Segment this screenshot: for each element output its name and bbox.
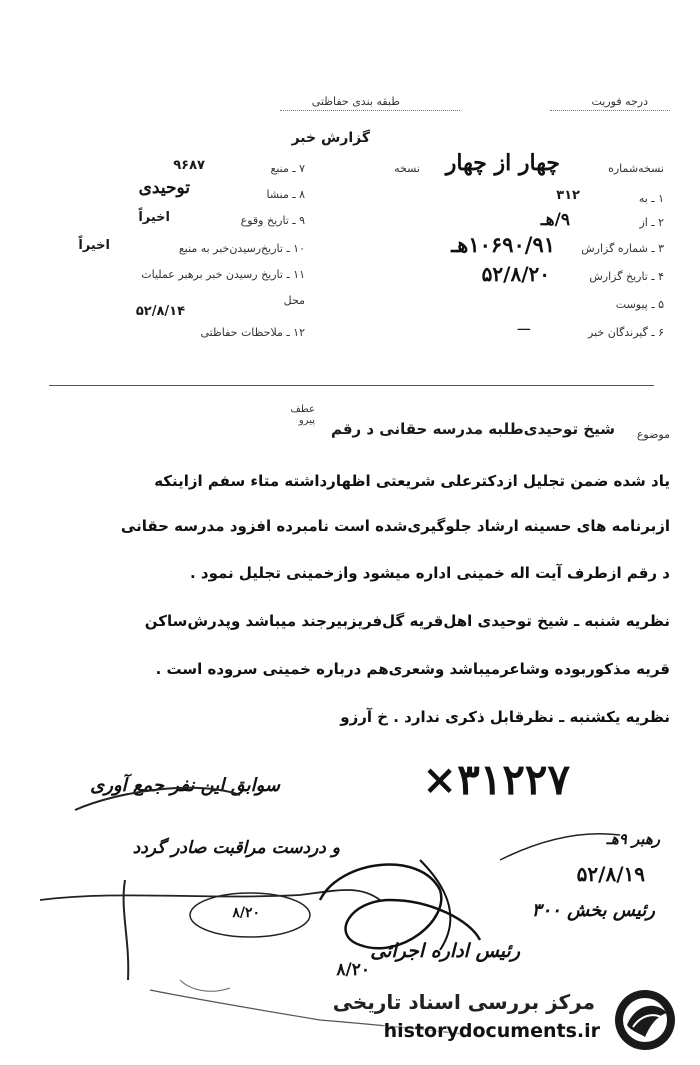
field-origin-value: توحیدی (138, 178, 190, 198)
field-location-value: ۵۲/۸/۱۴ (135, 304, 185, 319)
archive-number: ۳۱۲۲۷× (422, 755, 570, 804)
watermark-logo-icon (605, 985, 683, 1055)
field-source-label: ۷ ـ منبع (270, 162, 305, 175)
field-attachment-label: ۵ ـ پیوست (615, 298, 664, 311)
field-recipients-value: ـــ (517, 318, 530, 334)
copy-suffix: نسخه (394, 162, 420, 175)
handwritten-dept-head: رئیس بخش ۳۰۰ (531, 900, 655, 921)
watermark-title: مرکز بررسی اسناد تاریخی (332, 990, 595, 1014)
body-line: نظریه یکشنبه ـ نظرقابل ذکری ندارد . خ آرزو (340, 708, 670, 726)
handwritten-note-line1: سوابق این نفر جمع آوری (90, 775, 280, 796)
copy-number-label: نسخه‌شماره (608, 162, 664, 175)
classification-dotted-line (280, 110, 460, 111)
field-location-label: محل (283, 294, 305, 307)
header-divider (49, 385, 654, 386)
field-recipients-label: ۶ ـ گیرندگان خبر (588, 326, 664, 339)
field-source-receipt-label: ۱۰ ـ تاریخ‌رسیدن‌خبر به منبع (178, 242, 305, 255)
field-source-value: ۹۶۸۷ (173, 158, 205, 173)
handwritten-mark-1: ۸/۲۰ (232, 905, 260, 921)
field-occurrence-date-value: اخیراً (138, 210, 170, 225)
handwritten-rahbar: رهبر ۹هـ (606, 830, 660, 848)
body-line: نظریه شنبه ـ شیخ توحیدی اهل‌قریه گل‌فریزبیرجند میباشد وپدرش‌ساکن (144, 612, 670, 630)
copy-number-handwritten: چهار از چهار (445, 150, 560, 176)
subject-insert-note: عطف پیرو (290, 404, 315, 426)
handwritten-date: ۵۲/۸/۱۹ (576, 862, 645, 886)
field-to-value: ۳۱۲ (556, 188, 580, 203)
body-line: یاد شده ضمن تجلیل ازدکترعلی شریعتی اظهارداشته متاء سفم ازاینکه (154, 472, 670, 490)
body-line: د رقم ازطرف آیت اله خمینی اداره میشود وازخمینی تجلیل نمود . (189, 564, 670, 582)
field-to-label: ۱ ـ به (638, 192, 664, 205)
body-line: ازبرنامه های حسینه ارشاد جلوگیری‌شده است نامبرده افزود مدرسه حقانی (120, 517, 670, 535)
field-report-number-label: ۳ ـ شماره گزارش (581, 242, 664, 255)
subject-label: موضوع (636, 428, 670, 441)
handwritten-mark-2: ۸/۲۰ (336, 960, 370, 980)
field-from-value: ۹/هـ (540, 210, 570, 230)
watermark-url: historydocuments.ir (383, 1020, 600, 1042)
field-source-receipt-value: اخیراً (78, 238, 110, 253)
handwritten-note-line2: و دردست مراقبت صادر گردد (132, 838, 340, 858)
field-security-notes-label: ۱۲ ـ ملاحظات حفاظتی (200, 326, 305, 339)
field-report-date-value: ۵۲/۸/۲۰ (481, 262, 550, 286)
field-origin-label: ۸ ـ منشا (266, 188, 305, 201)
signature-scribbles (0, 750, 700, 1065)
field-report-date-label: ۴ ـ تاریخ گزارش (589, 270, 664, 283)
priority-dotted-line (550, 110, 670, 111)
form-title: گزارش خبر (291, 130, 370, 146)
priority-label: درجه فوریت (591, 95, 648, 108)
field-from-label: ۲ ـ از (639, 216, 664, 229)
field-report-number-value: ۱۰۶۹۰/۹۱هـ (451, 232, 555, 257)
field-ops-receipt-label: ۱۱ ـ تاریخ رسیدن خبر برهبر عملیات (141, 268, 305, 281)
handwritten-office-head: رئیس اداره اجرائی (370, 940, 520, 962)
field-occurrence-date-label: ۹ ـ تاریخ وقوع (240, 214, 305, 227)
body-line: قریه مذکوربوده وشاعرمیباشد وشعری‌هم درباره خمینی سروده است . (155, 660, 670, 678)
subject-text: شیخ توحیدی‌طلبه مدرسه حقانی د رقم (330, 420, 615, 438)
classification-label: طبقه بندی حفاظتی (311, 95, 400, 108)
